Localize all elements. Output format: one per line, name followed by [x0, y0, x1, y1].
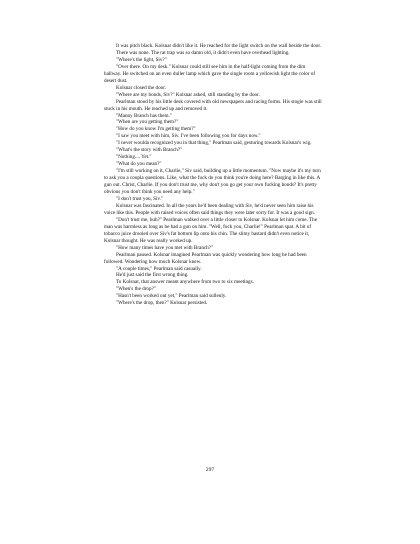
paragraph: There was none. The rat trap was so damn old, it didn't even have overhead lighting. [116, 49, 290, 56]
paragraph: Kolsnar closed the door. [116, 84, 166, 91]
paragraph: "Don't trust me, huh?" Pearlman walked over a little closer to Kolsnar. Kolsnar let him come. The man was harmless as long as he had a gun on him. "Well, fuck you, Charlie!" Pearlman spat. A bit of tobacco juice drooled over Siv's fat bottom lip onto his chin. The slimy bastard didn't even notice it, Kolsnar thought. He was really worked up. [104, 216, 318, 244]
paragraph: "Hasn't been worked out yet," Pearlman said sullenly. [116, 293, 227, 300]
paragraph: "What do you mean?" [116, 161, 162, 168]
page-number: 297 [205, 467, 215, 473]
paragraph: It was pitch black. Kolsnar didn't like it. He reached for the light switch on the wall beside the door. [116, 43, 322, 49]
paragraph: Pearlman paused. Kolsnar imagined Pearlman was quickly wondering how long he had been followed. Wondering how much Kolsnar knew. [104, 251, 307, 265]
paragraph: "I never woulda recognized you in that thing," Pearlman said, gesturing towards Kolsnar's wig. [116, 140, 312, 147]
paragraph: "Where's the light, Siv?" [116, 56, 167, 63]
paragraph: "Where are my bonds, Siv?" Kolsnar asked, still standing by the door. [116, 91, 260, 98]
paragraph: "I'm still working on it, Charlie," Siv said, building up a little momentum. "Now maybe it's my turn to ask you a coupla questions. Like, what the fuck do you think you're doing here? Barging in like this. A gun out. Christ, Charlie. If you don't trust me, why don't you go get your own fucking bonds? It's pretty obvious you don't think you need any help." [104, 168, 321, 196]
paragraph: Kolsnar was fascinated. In all the years he'd been dealing with Siv, he'd never seen him raise his voice like this. People with raised voices often said things they were later sorry for. It was a good sign. [104, 202, 316, 216]
paragraph: "I don't trust you, Siv." [116, 195, 164, 202]
paragraph: To Kolsnar, that answer meant anywhere from two to six meetings. [116, 279, 254, 286]
paragraph: "When's the drop?" [116, 286, 156, 293]
paragraph: "When are you getting them?" [116, 119, 179, 126]
paragraph: He'd just said the first wrong thing. [116, 272, 189, 279]
paragraph: "How many times have you met with Branch?" [116, 244, 214, 251]
paragraph: "Nothing.... Yet." [116, 154, 152, 161]
paragraph: Pearlman stood by his little desk covered with old newspapers and racing forms. His stogie was still stuck in his mouth. He reached up and removed it. [104, 98, 322, 112]
paragraph: "A couple times," Pearlman said casually. [116, 265, 202, 272]
paragraph: "Manny Branch has them." [116, 112, 172, 119]
paragraph: "What's the story with Branch?" [116, 147, 183, 154]
paragraph: "Where's the drop, then?" Kolsnar persisted. [116, 300, 208, 307]
paragraph: "How do you know I'm getting them?" [116, 126, 196, 133]
body-text [104, 43, 322, 307]
paragraph: "Over there. On my desk." Kolsnar could still see him in the half-light coming from the dim hallway. He switched on an even duller lamp which gave the single room a yellowish light the color of desert dust. [104, 63, 316, 84]
paragraph: "I saw you meet with him, Siv. I've been following you for days now." [116, 133, 261, 140]
